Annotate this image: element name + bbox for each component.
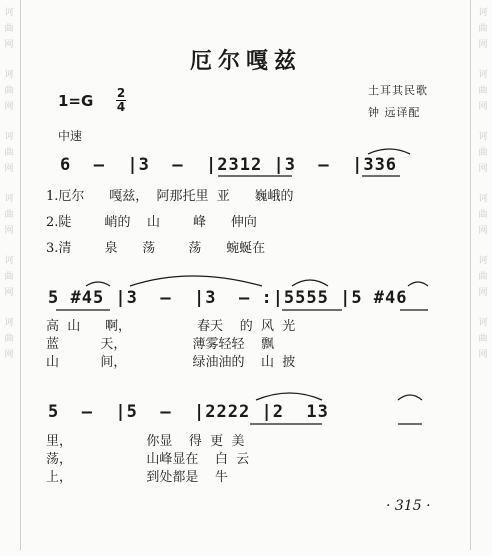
lyric-line-1-verse-1: 1.厄尔 嘎兹， 阿那托里 亚 巍峨的	[46, 189, 294, 204]
song-title: 厄尔嘎兹	[189, 48, 302, 74]
lyric-line-1-verse-2: 2.陡 峭的 山 峰 伸向	[46, 215, 257, 230]
lyric-line-3-verse-3: 上， 到处都是 牛	[46, 470, 228, 485]
lyric-line-1-verse-3: 3.清 泉 荡 荡 蜿蜒在	[46, 241, 266, 256]
slur-mark	[398, 395, 422, 400]
time-signature-top: 2	[116, 86, 126, 100]
notation-line-3: 5 – |5 – |2222 |2 13	[48, 402, 329, 422]
page-number: · 315 ·	[386, 498, 431, 514]
slur-mark	[130, 276, 262, 286]
lyric-line-3-verse-2: 荡， 山峰显在 白 云	[46, 452, 250, 467]
slur-mark	[292, 280, 328, 286]
tempo-marking: 中速	[58, 129, 83, 143]
watermark-right: 诃 曲 网 诃 曲 网 诃 曲 网 诃 曲 网 诃 曲 网 诃 曲 网	[478, 8, 488, 360]
lyric-line-2-verse-3: 山 间， 绿油油的 山 披	[46, 355, 296, 370]
song-translator: 钟 远译配	[368, 106, 421, 119]
slur-mark	[86, 282, 110, 286]
slur-mark	[256, 393, 322, 400]
lyric-line-2-verse-1: 高 山 啊， 春天 的 风 光	[46, 319, 296, 334]
watermark-left: 诃 曲 网 诃 曲 网 诃 曲 网 诃 曲 网 诃 曲 网 诃 曲 网	[4, 8, 14, 360]
lyric-line-3-verse-1: 里， 你显 得 更 美	[46, 434, 245, 449]
slur-mark	[408, 282, 428, 286]
notation-line-2: 5 #45 |3 – |3 – :|5555 |5 #46	[48, 288, 408, 308]
lyric-line-2-verse-2: 蓝 天， 薄雾轻轻 飘	[46, 337, 274, 352]
key-signature: 1=G	[58, 92, 94, 110]
song-origin: 土耳其民歌	[368, 84, 428, 97]
slur-mark	[368, 149, 410, 154]
time-signature-bottom: 4	[116, 100, 126, 114]
notation-line-1: 6 – |3 – |2312 |3 – |336	[60, 155, 398, 175]
